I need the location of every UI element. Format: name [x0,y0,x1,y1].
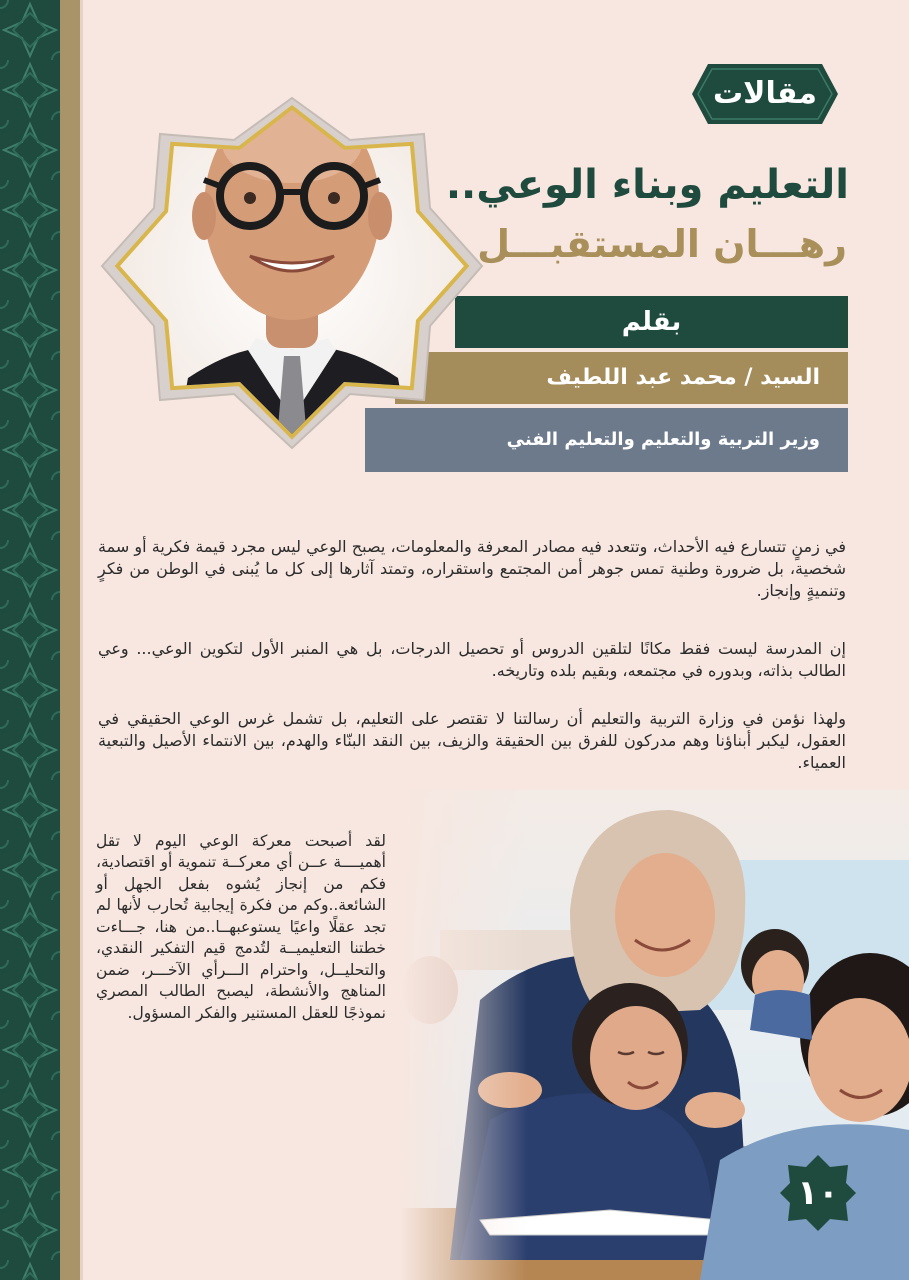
article-title-line-2: رهـــان المستقبـــل [477,222,847,266]
author-name: السيد / محمد عبد اللطيف [546,365,820,390]
byline-label: بقلم [455,296,848,348]
side-paragraph: لقد أصبحت معركة الوعي اليوم لا تقل أهميــــة عــن أي معركــة تنموية أو اقتصادية، فكم من إنجاز يُشوه بفعل الجهل أو الشائعة..وكم من فكرة إيجابية تُحارب لأنها لم تجد عقلًا واعيًا يستوعبهــا..من هنا، جـــاءت خطتنا التعليميــة لتُدمج قيم التفكير النقدي، والتحليــل، واحترام الـــرأي الآخـــر، ضمن المناهج والأنشطة، ليصبح الطالب المصري نموذجًا للعقل المستنير والفكر المسؤول. [96,831,386,1022]
islamic-pattern-border [0,0,60,1280]
page-number: ١٠ [797,1173,839,1213]
paragraph-1: في زمنٍ تتسارع فيه الأحداث، وتتعدد فيه مصادر المعرفة والمعلومات، يصبح الوعي ليس مجرد قيمة فكرية أو سمة شخصية، بل ضرورة وطنية تمس جوهر أمن المجتمع واستقراره، وتمتد آثارها إلى كل ما يُبنى في الوطن من فكرٍ وتنميةٍ وإنجاز. [98,537,846,600]
border-gold-band [60,0,82,1280]
author-position: وزير التربية والتعليم والتعليم الفني [506,429,820,450]
paragraph-3: ولهذا نؤمن في وزارة التربية والتعليم أن رسالتنا لا تقتصر على التعليم، بل تشمل غرس الوعي الحقيقي في العقول، ليكبر أبناؤنا وهم مدركون للفرق بين الحقيقة والزيف، بين النقد البنّاء والهدم، بين الانتماء الأصيل والتبعية العمياء. [98,709,846,772]
section-badge: مقالات [713,76,817,111]
paragraph-2: إن المدرسة ليست فقط مكانًا لتلقين الدروس أو تحصيل الدرجات، بل هي المنبر الأول لتكوين الوعي... وعي الطالب بذاته، وبدوره في مجتمعه، وبقيم بلده وتاريخه. [98,639,846,680]
pattern-icon [0,0,60,1280]
border-divider [80,0,83,1280]
portrait-photo [98,88,486,488]
article-title-line-1: التعليم وبناء الوعي.. [445,162,849,208]
